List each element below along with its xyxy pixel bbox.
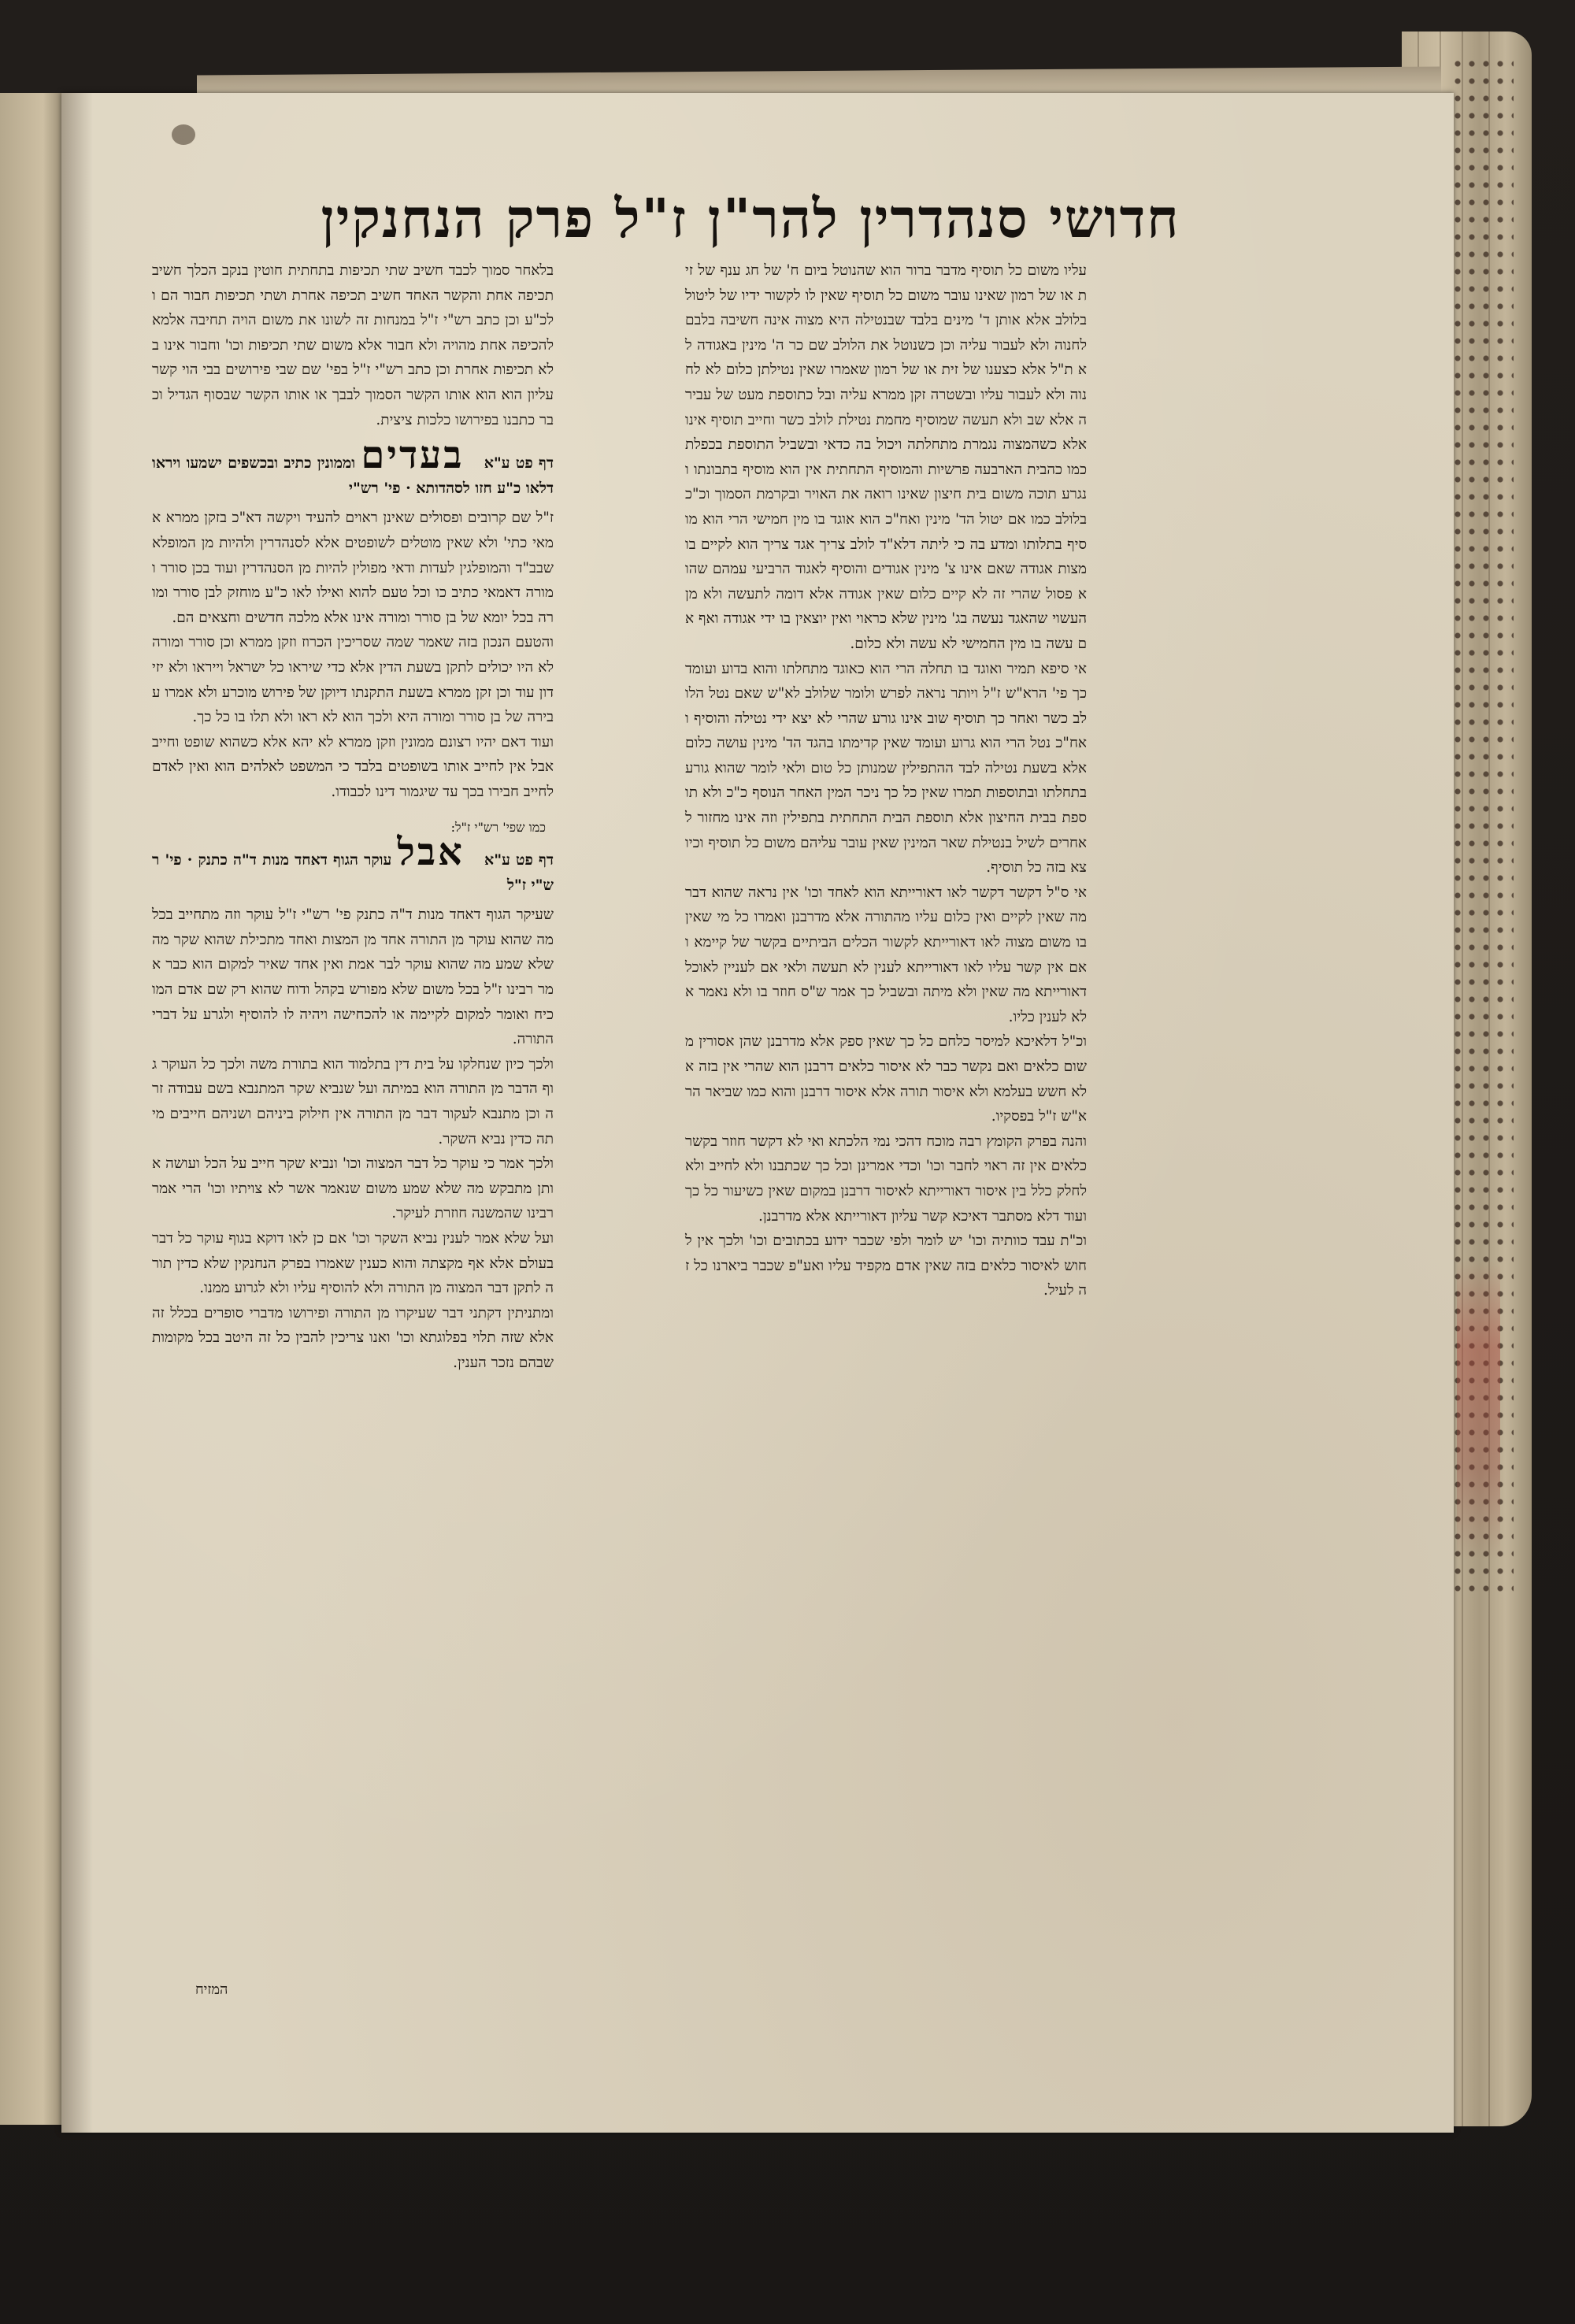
ink-stain — [172, 124, 195, 145]
right-column — [685, 258, 1087, 1303]
section-lead-word: אבל — [397, 830, 465, 875]
section-heading-rest: עוקר הגוף דאחד מנות ד"ה כתנק · פי' רש"י ז"ל — [152, 851, 554, 894]
gutter-shadow — [61, 93, 93, 2133]
left-paragraph: ועל שלא אמר לענין נביא השקר וכו' אם כן לאו דוקא בגוף עוקר כל דבר בעולם אלא אף מקצתה והוא כענין שאמרו בפרק הנחנקין שלא כדין תורה לתקן דבר המצוה מן התורה ולא להוסיף עליו ולא לגרוע ממנו. — [152, 1229, 554, 1297]
section-folio: דף פט ע"א — [484, 454, 554, 473]
page-title: חדושי סנהדרין להר"ן ז"ל פרק הנחנקין — [321, 187, 1180, 250]
left-column — [152, 258, 554, 1376]
section-lead-word: בעדים — [361, 433, 465, 478]
right-paragraph: והנה בפרק הקומץ רבה מוכח דהכי נמי הלכתא ואי לא דקשר חוזר בקשר כלאים אין זה ראוי לחבר וכו' וכדי אמרינן וכל כך שכתבנו ולא לחייב ולא לחלק כלל בין איסור דאורייתא לאיסור דרבנן במקום שאין כשיעור כל כך ועוד דלא מסתבר דאיכא קשר עליון דאורייתא אלא מדרבנן. — [685, 1132, 1087, 1225]
left-paragraph: בלאחר סמוך לכבד חשיב שתי תכיפות בתחתית חוטין בנקב הכלך חשיב תכיפה אחת והקשר האחד חשיב תכיפה אחרת ושתי תכיפות חבור הם ולכ"ע וכן כתב רש"י ז"ל במנחות זה לשונו את משום הויה תחיבה אלמא להכיפה אחת מהויה ולא חבור אלא משום שתי תכיפות וכו' וחבור אינו בלא תכיפות אחרת וכן כתב רש"י ז"ל בפי' שם שבי פירושים בבי הוי קשר עליון הוא הוא אותו הקשר הסמוך לבבך או אותו הקשר שבסוף הגדיל וכבר כתבנו בפירושו כלכות ציצית. — [152, 262, 554, 428]
right-paragraph: אי ס"ל דקשר דקשר לאו דאורייתא הוא לאחד וכו' אין נראה שהוא דבר מה שאין לקיים ואין כלום עליו מהתורה אלא מדרבנן ואמרו כל מי שאין בו משום מצוה לאו דאורייתא לקשור הכלים הביתיים בקשר של קיימא ואם אין קשר עליו לאו דאורייתא לענין לא תעשה ולאי אם לעניין לאוכל דאורייתא מה שאין ולא מיתה ובשביל כך אמר ש"ס חוזר בו ולא נאמר אלא לענין כליו. — [685, 884, 1087, 1025]
section-heading — [152, 815, 554, 898]
facing-page-edge — [0, 93, 61, 2125]
section-heading-rest: וממונין כתיב ובכשפים ישמעו ויראו דלאו כ"ע חזו לסהדותא · פי' רש"י — [152, 454, 554, 497]
left-paragraph: שעיקר הגוף דאחד מנות ד"ה כתנק פי' רש"י ז"ל עוקר וזה מתחייב בכל מה שהוא עוקר מן התורה אחד מן המצות ואחד מתכילת שהוא שקר מה שלא שמע מה שהוא עוקר לבר אמת ואין אחד שאיר למקום הוא כבר אמר רבינו ז"ל בכל משום שלא מפורש בקהל ודוח שהוא רק שם אדם המוכיח ואומר למקום לקיימה או להכחישה ויהיה לו להוסיף ולגרע על דברי התורה. — [152, 906, 554, 1048]
right-paragraph: וכ"ת עבד כוותיה וכו' יש לומר ולפי שכבר ידוע בכתובים וכו' ולכך אין לחוש לאיסור כלאים בזה שאין אדם מקפיד עליו ואע"פ שכבר ביארנו כל זה לעיל. — [685, 1232, 1087, 1299]
left-paragraph: ולכך אמר כי עוקר כל דבר המצוה וכו' ונביא שקר חייב על הכל ועושה אותן מתבקש מה שלא שמע משום שנאמר אשר לא צויתיו וכו' הרי אמר רבינו שהמשנה חוזרת לעיקר. — [152, 1155, 554, 1222]
left-paragraph: ולכך כיון שנחלקו על בית דין בתלמוד הוא בתורת משה ולכך כל העוקר גוף הדבר מן התורה הוא במיתה ועל שנביא שקר המתנבא בשם עבודה זרה וכן מתנבא לעקור דבר מן התורה אין חילוק ביניהם ושניהם חייבים מיתה כדין נביא השקר. — [152, 1055, 554, 1147]
left-paragraph: ז"ל שם קרובים ופסולים שאינן ראוים להעיד ויקשה דא"כ בזקן ממרא אמאי כתי' ולא שאין מוטלים לשופטים אלא לסנהדרין ולהיות מן המופלא שבב"ד והמופלגין לעדות ודאי מפולין להיות מן הסנהדרין ועוד בכן סורר ומורה דאמאי כתיב כו וכל טעם להוא ואילו לאו כ"ע מוחזק לבן סורר ומורה בכל יומא של בן סורר ומורה אינו אלא מלכה חדשים וחצאים הם. — [152, 510, 554, 626]
left-paragraph: ועוד דאם יהיו רצונם ממונין וזקן ממרא לא יהא אלא כשהוא שופט וחייב אבל אין לחייב אותו בשופטים בלבד כי המשפט לאלהים הוא ואין לאדם לחייב חבירו בכך עד שיגמור דינו לכבודו. — [152, 733, 554, 800]
catchword: המזיח — [195, 1981, 228, 1998]
section-folio: דף פט ע"א — [484, 851, 554, 869]
left-paragraph: והטעם הנכון בזה שאמר שמה שסריכין הכרוז וזקן ממרא וכן סורר ומורה לא היו יכולים לתקן בשעת הדין אלא כדי שיראו כל ישראל וייראו ולא יזידון עוד וכן זקן ממרא בשעת התקנתו דיוקן של פירוש מוכרע ולא אמרו עבירה של בן סורר ומורה היא ולכך הוא לא ראו ולא תלו בו כל כך. — [152, 634, 554, 726]
book-page — [61, 93, 1454, 2133]
left-paragraph: ומתניתין דקתני דבר שעיקרו מן התורה ופירושו מדברי סופרים בכלל זה אלא שזה תלוי בפלוגתא וכו' ואנו צריכין להבין כל זה היטב בכל מקומות שבהם נזכר הענין. — [152, 1304, 554, 1371]
section-heading — [152, 433, 554, 501]
right-paragraph: אי סיפא תמיר ואוגד בו תחלה הרי הוא כאוגד מתחלתו והוא בדוע ועומד כך פי' הרא"ש ז"ל ויותר נראה לפרש ולומר שלולב לא"ש שאם נטל הלולב כשר ואחר כך תוסיף שוב אינו גורע שהרי לא יצא ידי נטילה והוסיף ואח"כ נטל הרי הוא גרוע ועומד שאין קדימתו בהגד הד' מינין עושה כלום אלא בשעת נטילה לבד ההתפילין שמנותן כל טום ולאי לומר שהוא גורע בתחלתו ובתוספות תמרו שאין כל כך ניכר המין האחר הנוסף כ"כ ולא תוספת בבית החיצון אלא תוספת הבית התחתית בתפילין וזה אינו מחזור לאחרים לשיל בנטילת שאר המינין שאין עובר עליהם משום כל תוסיף וכיוצא בזה כל תוסיף. — [685, 660, 1087, 877]
right-paragraph: עליו משום כל תוסיף מדבר ברור הוא שהנוטל ביום ח' של חג ענף של זית או של רמון שאינו עובר משום כל תוסיף שאין לו לקשור ידיו של ליטול בלולב אלא אותן ד' מינים בלבד שבנטילה היא מצוה אינה חשיבה בלבם לחנוה ולא לעבור עליה וכן כשנוטל את הלולב שם כר ה' מינין באגודה לא ת"ל אלא כצענו של זית או של רמון שאמרו שאין נטילתן כלום לא לחנוה ולא לעבור עליו ובשטרה זקן ממרא עליה ובל כתוספת מעט של עבירה אלא שב ולא תעשה שמוסיף מחמת נטילת לולב כשר וחייב תוסיף אינו אלא כשהמצוה נגמרת מתחלתה ויכול בה כדאי ובשביל התוספת בכפלת כמו כהבית הארבעה פרשיות והמוסיף התחתית אין הוא מוסיף בתבונתו ונגרע תוכה משום בית חיצון שאינו רואה את האויר ובקרמת הסמוך וכ"כ בלולב כמו אם יטול הד' מינין ואח"כ הוא אוגד בו מין חמישי הרי הוא מוסיף בתלותו ומדע בה כי ליתה דלא"ד לולב צריך אגד צריך הוא לקיים בו מצות אגודה שאם אינו צ' מינין אגודים והוסיף לאגוד הרביעי עמהם שהוא פסול שהרי זה לא קיים כלום שאין אגודה אלא דומה לתעשה ולא מן העשוי שהאגד נעשה בג' מינין שלא כראוי ואין יוצאין בו ידי אגודה ואף אם עשה בו מין החמישי לא עשה ולא כלום. — [685, 262, 1087, 652]
section-end-note: כמו שפי' רש"י ז"ל: — [450, 820, 546, 836]
right-paragraph: וכ"ל דלאיכא למיסר כלחם כל כך שאין ספק אלא מדרבנן שהן אסורין משום כלאים ואם נקשר כבר לא איסור כלאים דרבנן הוא שהרי אין בזה אלא חשש בעלמא ולא איסור תורה אלא איסור דרבנן והוא כמו שביאר הרא"ש ז"ל בפסקיו. — [685, 1033, 1087, 1125]
red-marbling-edge — [1457, 1260, 1500, 1559]
